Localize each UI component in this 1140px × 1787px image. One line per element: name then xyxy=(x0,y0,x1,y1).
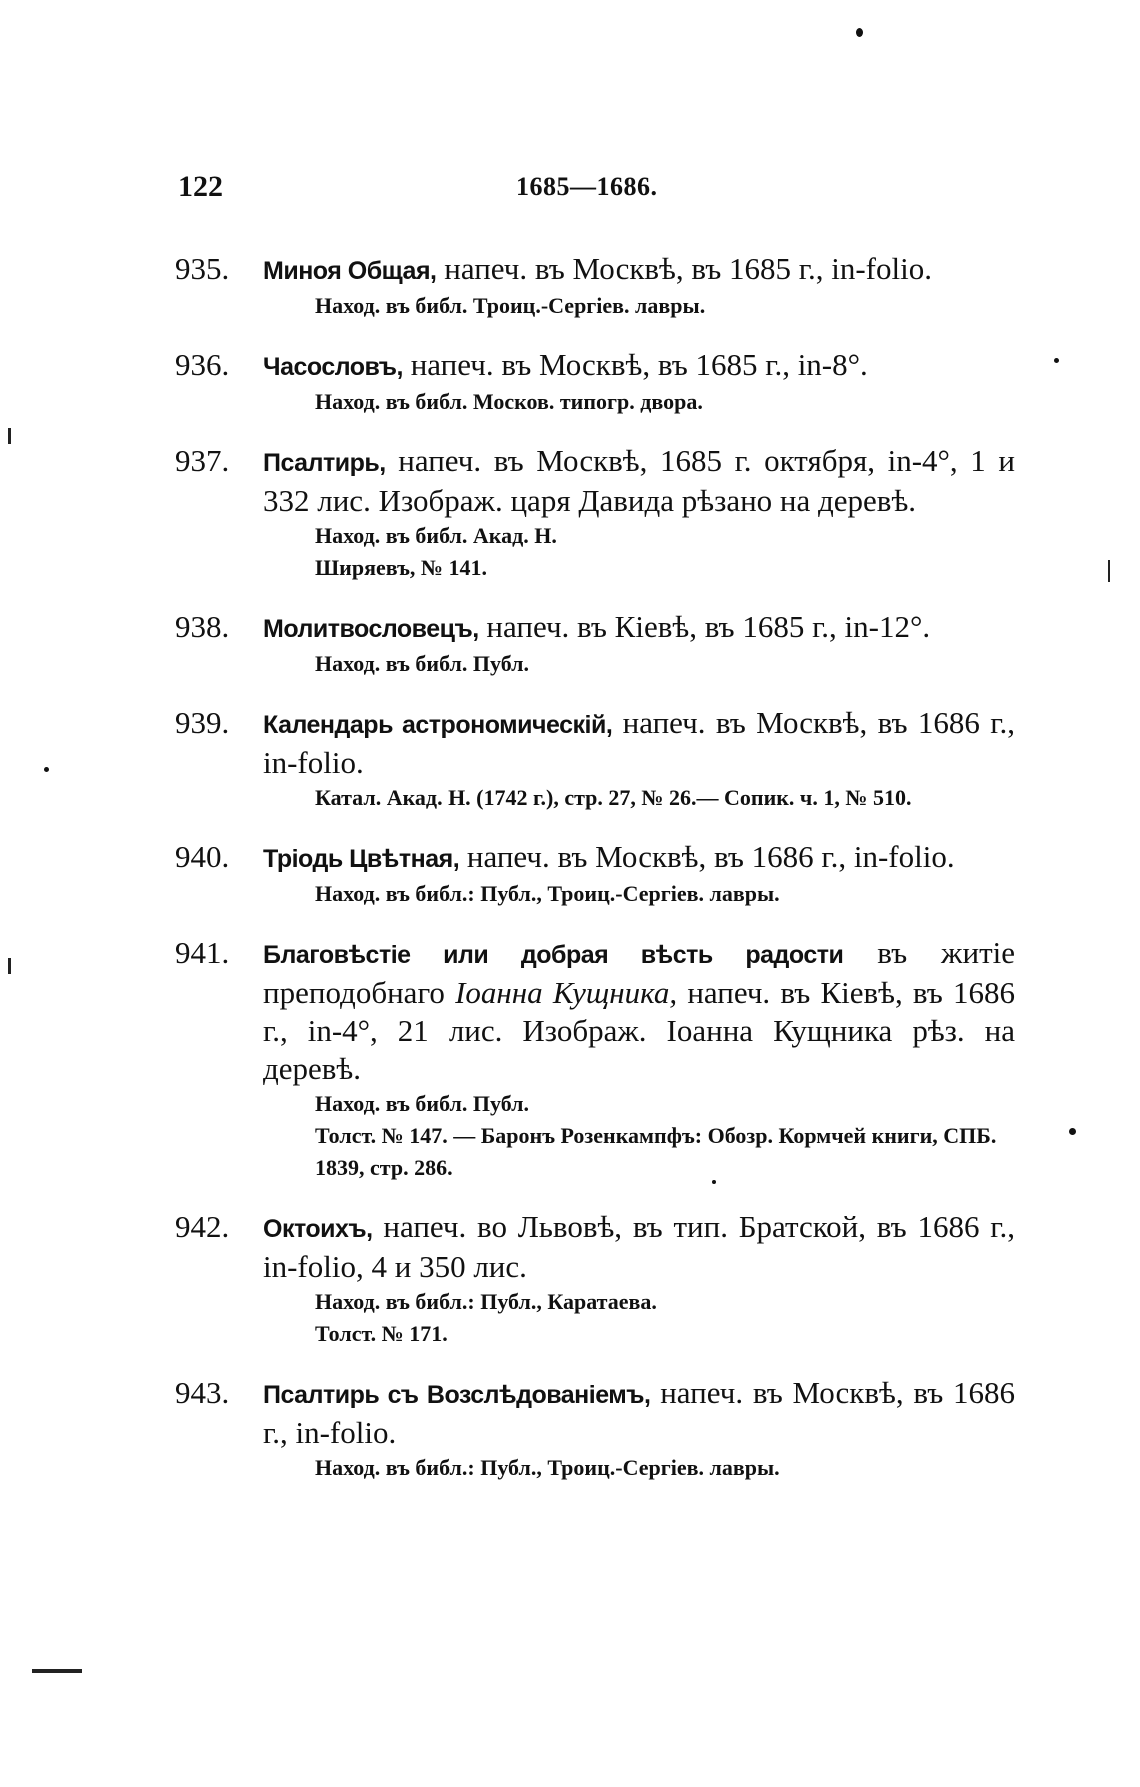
entry-title: Тріодь Цвѣтная, xyxy=(263,845,460,873)
scan-speck xyxy=(44,767,49,772)
entry-body xyxy=(263,838,1015,878)
scan-speck xyxy=(1054,358,1059,363)
entry-text: напеч. въ Москвѣ, въ 1686 г., in-folio. xyxy=(263,1375,1015,1450)
note-line: Наход. въ библ. Публ. xyxy=(315,651,530,676)
note-line: Наход. въ библ. Троиц.-Сергіев. лавры. xyxy=(315,293,706,318)
entry-note xyxy=(315,782,1015,814)
entry-text: напеч. въ Кіевѣ, въ 1685 г., in-12°. xyxy=(478,609,931,644)
page-year-range: 1685—1686. xyxy=(516,172,658,201)
note-line: Толст. № 147. — Баронъ Розенкампфъ: Обозр. Кормчей книги, СПБ. 1839, стр. 286. xyxy=(315,1123,997,1180)
entry-text: напеч. во Львовѣ, въ тип. Братской, въ 1686 г., in-folio, 4 и 350 лис. xyxy=(263,1209,1015,1284)
catalog-entry xyxy=(175,1374,1015,1484)
entry-title: Миноя Общая, xyxy=(263,257,437,285)
entry-title: Часословъ, xyxy=(263,353,403,381)
catalog-entry xyxy=(175,608,1015,680)
note-line: Катал. Акад. Н. (1742 г.), стр. 27, № 26.— Сопик. ч. 1, № 510. xyxy=(315,785,912,810)
entry-number: 943. xyxy=(175,1375,230,1410)
entry-title: Календарь астрономическій, xyxy=(263,711,613,739)
entry-italic-name: Іоанна Кущника, xyxy=(455,975,678,1010)
entry-body xyxy=(263,1208,1015,1286)
catalog-entry xyxy=(175,250,1015,322)
entry-body xyxy=(263,442,1015,520)
entry-number: 935. xyxy=(175,251,230,286)
margin-mark xyxy=(8,428,11,444)
entry-note xyxy=(315,1452,1015,1484)
entry-number: 936. xyxy=(175,347,230,382)
entry-number: 937. xyxy=(175,443,230,478)
entry-title: Благовѣстіе или добрая вѣсть радости xyxy=(263,941,844,969)
note-line: Наход. въ библ.: Публ., Троиц.-Сергіев. лавры. xyxy=(315,1455,780,1480)
entry-note xyxy=(315,1088,1015,1184)
scan-speck xyxy=(1069,1128,1076,1135)
catalog-entry xyxy=(175,934,1015,1184)
note-line: Наход. въ библ.: Публ., Каратаева. xyxy=(315,1289,657,1314)
entry-title: Псалтирь съ Возслѣдованіемъ, xyxy=(263,1381,651,1409)
entry-note xyxy=(315,386,1015,418)
catalog-entry xyxy=(175,1208,1015,1350)
entry-number: 942. xyxy=(175,1209,230,1244)
entry-number: 939. xyxy=(175,705,230,740)
entry-title: Молитвословецъ, xyxy=(263,615,479,643)
entry-body xyxy=(263,608,1015,648)
entry-body xyxy=(263,250,1015,290)
entry-text: напеч. въ Москвѣ, 1685 г. октября, in-4°, 1 и 332 лис. Изображ. царя Давида рѣзано на деревѣ. xyxy=(263,443,1015,518)
entry-body xyxy=(263,934,1015,1088)
note-line: Наход. въ библ. Москов. типогр. двора. xyxy=(315,389,703,414)
scan-speck xyxy=(856,28,863,37)
note-line: Наход. въ библ. Публ. xyxy=(315,1091,530,1116)
margin-mark xyxy=(32,1669,82,1673)
entry-title: Октоихъ, xyxy=(263,1215,373,1243)
note-line: Толст. № 171. xyxy=(315,1321,448,1346)
page-number: 122 xyxy=(178,170,223,203)
catalog-entry xyxy=(175,704,1015,814)
note-line: Ширяевъ, № 141. xyxy=(315,555,488,580)
entry-text: напеч. въ Москвѣ, въ 1685 г., in-folio. xyxy=(436,251,932,286)
entry-body xyxy=(263,1374,1015,1452)
margin-mark xyxy=(1108,560,1110,582)
note-line: Наход. въ библ. Акад. Н. xyxy=(315,523,557,548)
entry-text: напеч. въ Кіевѣ, въ 1686 г., in-4°, 21 лис. Изображ. Іоанна Кущника рѣз. на деревѣ. xyxy=(263,975,1015,1086)
entry-text: напеч. въ Москвѣ, въ 1686 г., in-folio. xyxy=(263,705,1015,780)
entry-title: Псалтирь, xyxy=(263,449,386,477)
entry-text: напеч. въ Москвѣ, въ 1685 г., in-8°. xyxy=(402,347,868,382)
catalog-entry xyxy=(175,346,1015,418)
entry-number: 940. xyxy=(175,839,230,874)
entry-note xyxy=(315,878,1015,910)
catalog-entries xyxy=(175,250,1015,1508)
note-line: Наход. въ библ.: Публ., Троиц.-Сергіев. лавры. xyxy=(315,881,780,906)
entry-note xyxy=(315,1286,1015,1350)
entry-body xyxy=(263,346,1015,386)
entry-note xyxy=(315,520,1015,584)
entry-number: 941. xyxy=(175,935,230,970)
entry-text: напеч. въ Москвѣ, въ 1686 г., in-folio. xyxy=(459,839,955,874)
scan-speck xyxy=(712,1180,716,1184)
catalog-entry xyxy=(175,442,1015,584)
page-header xyxy=(178,170,708,210)
entry-note xyxy=(315,648,1015,680)
entry-note xyxy=(315,290,1015,322)
margin-mark xyxy=(8,958,11,974)
catalog-entry xyxy=(175,838,1015,910)
entry-body xyxy=(263,704,1015,782)
entry-text: въ житіе преподобнаго xyxy=(263,935,1015,1010)
entry-number: 938. xyxy=(175,609,230,644)
